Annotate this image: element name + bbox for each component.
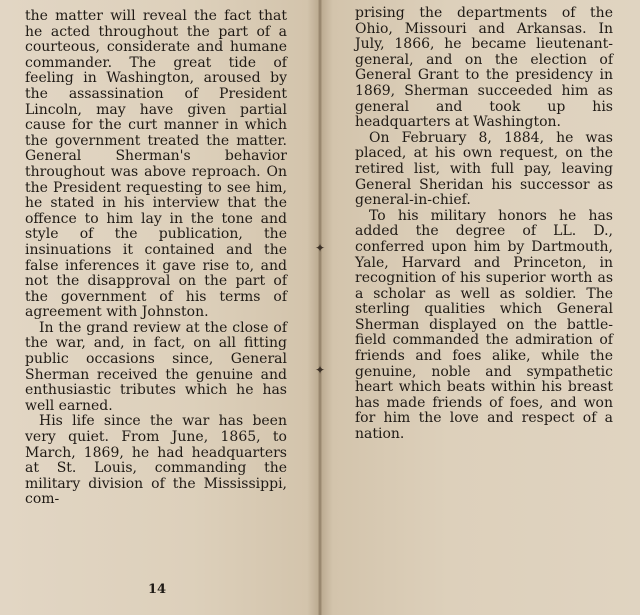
right-paragraph-1: prising the departments of the Ohio, Missouri and Arkansas. In July, 1866, he became lieutenant-general, and on the election of General Grant to the presidency in 1869, Sherman succeeded him as general and took up his headquarters at Washington.: [355, 5, 613, 131]
page-number: 14: [148, 582, 167, 597]
left-page-text: [25, 9, 287, 508]
left-paragraph-3: His life since the war has been very quiet. From June, 1865, to March, 1869, he had headquarters at St. Louis, commanding the military division of the Mississippi, com-: [25, 413, 287, 508]
binding-stitch-icon: ✦: [315, 241, 326, 255]
left-paragraph-2: In the grand review at the close of the war, and, in fact, on all fitting public occasions since, General Sherman received the genuine and enthusiastic tributes which he has well earned.: [25, 319, 287, 414]
right-paragraph-3: To his military honors he has added the degree of LL. D., conferred upon him by Dartmouth, Yale, Harvard and Princeton, in recognition of his superior worth as a scholar as well as soldier. The sterling qualities which General Sherman displayed on the battle-field commanded the admiration of friends and foes alike, while the genuine, noble and sympathetic heart which beats within his breast has made friends of foes, and won for him the love and respect of a nation.: [355, 207, 613, 443]
right-page-text: [355, 6, 613, 443]
right-page: [322, 0, 640, 615]
binding-stitch-icon: ✦: [315, 363, 326, 377]
left-paragraph-1: the matter will reveal the fact that he acted throughout the part of a courteous, considerate and humane commander. The great tide of feeling in Washington, aroused by the assassination of President Lincoln, may have given partial cause for the curt manner in which the government treated the matter. General Sherman's behavior throughout was above reproach. On the President requesting to see him, he stated in his interview that the offence to him lay in the tone and style of the publication, the insinuations it contained and the false inferences it gave rise to, and not the disapproval on the part of the government of his terms of agreement with Johnston.: [25, 8, 287, 321]
right-paragraph-2: On February 8, 1884, he was placed, at his own request, on the retired list, with full pay, leaving General Sheridan his successor as general-in-chief.: [355, 129, 613, 209]
left-page: [0, 0, 318, 615]
